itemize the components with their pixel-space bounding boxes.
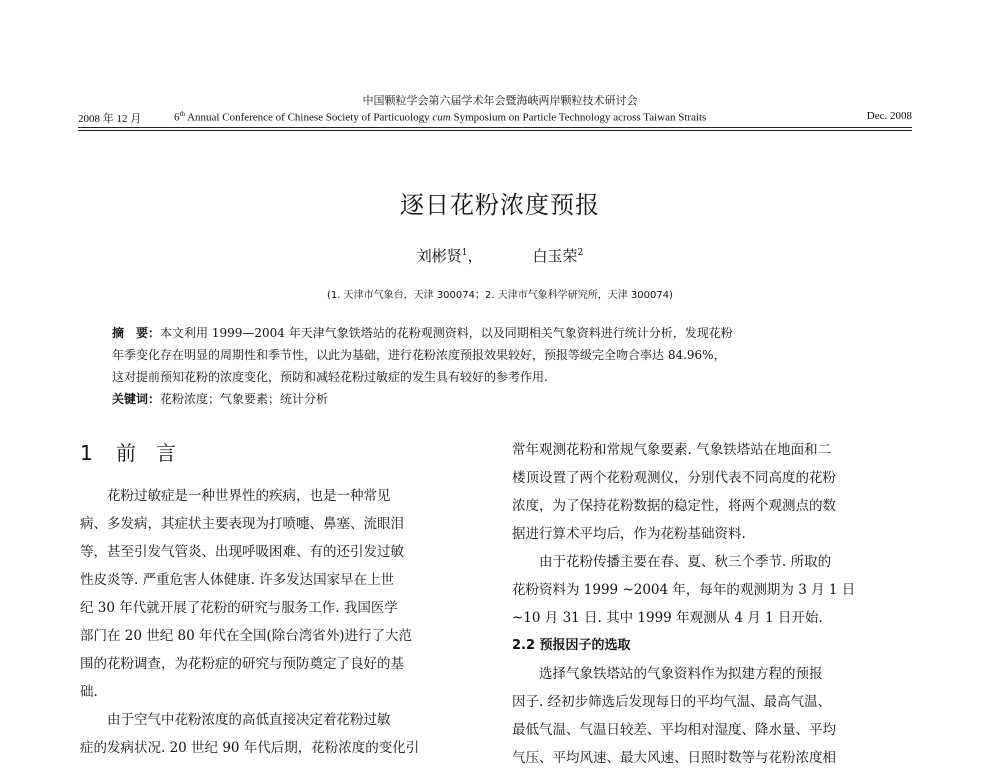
subsection-heading: 2.2 预报因子的选取 (512, 638, 631, 653)
abstract (112, 322, 902, 410)
abstract-line: 年季变化存在明显的周期性和季节性，以此为基础，进行花粉浓度预报效果较好，预报等级完全吻合率达 84.96%， (112, 348, 726, 362)
body-line: 础. (80, 684, 98, 700)
body-line: 花粉过敏症是一种世界性的疾病，也是一种常见 (107, 488, 391, 504)
header-date-cn: 2008 年 12 月 (78, 113, 142, 125)
author-affil-mark: 1 (461, 248, 468, 258)
body-line: 花粉资料为 1999 ~2004 年，每年的观测期为 3 月 1 日 (512, 582, 856, 598)
keywords (112, 388, 902, 410)
author-affil-mark: 2 (577, 248, 584, 258)
header-rule-thin (78, 130, 912, 131)
affiliations: (1. 天津市气象台，天津 300074；2. 天津市气象科学研究所，天津 300074) (327, 290, 673, 301)
body-line: 纪 30 年代就开展了花粉的研究与服务工作. 我国医学 (80, 600, 398, 616)
body-line: 选择气象铁塔站的气象资料作为拟建方程的预报 (539, 666, 823, 682)
author-list (0, 245, 1000, 266)
keywords-text: 花粉浓度；气象要素；统计分析 (160, 392, 329, 406)
body-line: 气压、平均风速、最大风速、日照时数等与花粉浓度相 (512, 750, 836, 766)
abstract-label: 摘 要： (112, 326, 161, 340)
abstract-line: 摘 要：本文利用 1999—2004 年天津气象铁塔站的花粉观测资料，以及同期相关气象资料进行统计分析，发现花粉 (112, 326, 733, 340)
body-line: 等，甚至引发气管炎、出现呼吸困难、有的还引发过敏 (80, 544, 404, 560)
running-header-cn: 中国颗粒学会第六届学术年会暨海峡两岸颗粒技术研讨会 (362, 94, 638, 107)
body-line: 常年观测花粉和常规气象要素. 气象铁塔站在地面和二 (512, 442, 832, 458)
body-line: 部门在 20 世纪 80 年代在全国(除台湾省外)进行了大范 (80, 628, 413, 644)
body-line: 因子. 经初步筛选后发现每日的平均气温、最高气温、 (512, 694, 832, 710)
author-separator: ， (467, 247, 483, 265)
body-line: 浓度，为了保持花粉数据的稳定性，将两个观测点的数 (512, 498, 836, 514)
body-line: 由于空气中花粉浓度的高低直接决定着花粉过敏 (107, 712, 391, 728)
body-line: ~10 月 31 日. 其中 1999 年观测从 4 月 1 日开始. (512, 610, 823, 626)
body-line: 病、多发病，其症状主要表现为打喷嚏、鼻塞、流眼泪 (80, 516, 404, 532)
section-title: 前 言 (116, 441, 176, 465)
body-line: 最低气温、气温日较差、平均相对湿度、降水量、平均 (512, 722, 836, 738)
body-line: 围的花粉调查，为花粉症的研究与预防奠定了良好的基 (80, 656, 404, 672)
header-rule-thick (78, 127, 912, 128)
section-number: 1 (80, 441, 93, 465)
body-line: 由于花粉传播主要在春、夏、秋三个季节. 所取的 (539, 554, 832, 570)
keywords-label: 关键词： (112, 392, 161, 406)
abstract-line: 这对提前预知花粉的浓度变化，预防和减轻花粉过敏症的发生具有较好的参考作用. (112, 370, 548, 384)
paper-title: 逐日花粉浓度预报 (400, 191, 600, 219)
header-conference-en: 6th Annual Conference of Chinese Society of Particuology cum Symposium on Particle Technology across Taiwan Straits (174, 110, 707, 124)
body-line: 据进行算术平均后，作为花粉基础资料. (512, 526, 746, 542)
author-name: 刘彬贤 (416, 247, 462, 265)
right-column (512, 436, 910, 772)
left-column (80, 438, 490, 762)
body-line: 楼顶设置了两个花粉观测仪，分别代表不同高度的花粉 (512, 470, 836, 486)
section-heading (80, 438, 490, 482)
author-name: 白玉荣 (532, 247, 578, 265)
body-line: 性皮炎等. 严重危害人体健康. 许多发达国家早在上世 (80, 572, 395, 588)
body-line: 症的发病状况. 20 世纪 90 年代后期，花粉浓度的变化引 (80, 740, 420, 756)
running-header (78, 110, 912, 126)
header-date-en: Dec. 2008 (866, 110, 912, 122)
